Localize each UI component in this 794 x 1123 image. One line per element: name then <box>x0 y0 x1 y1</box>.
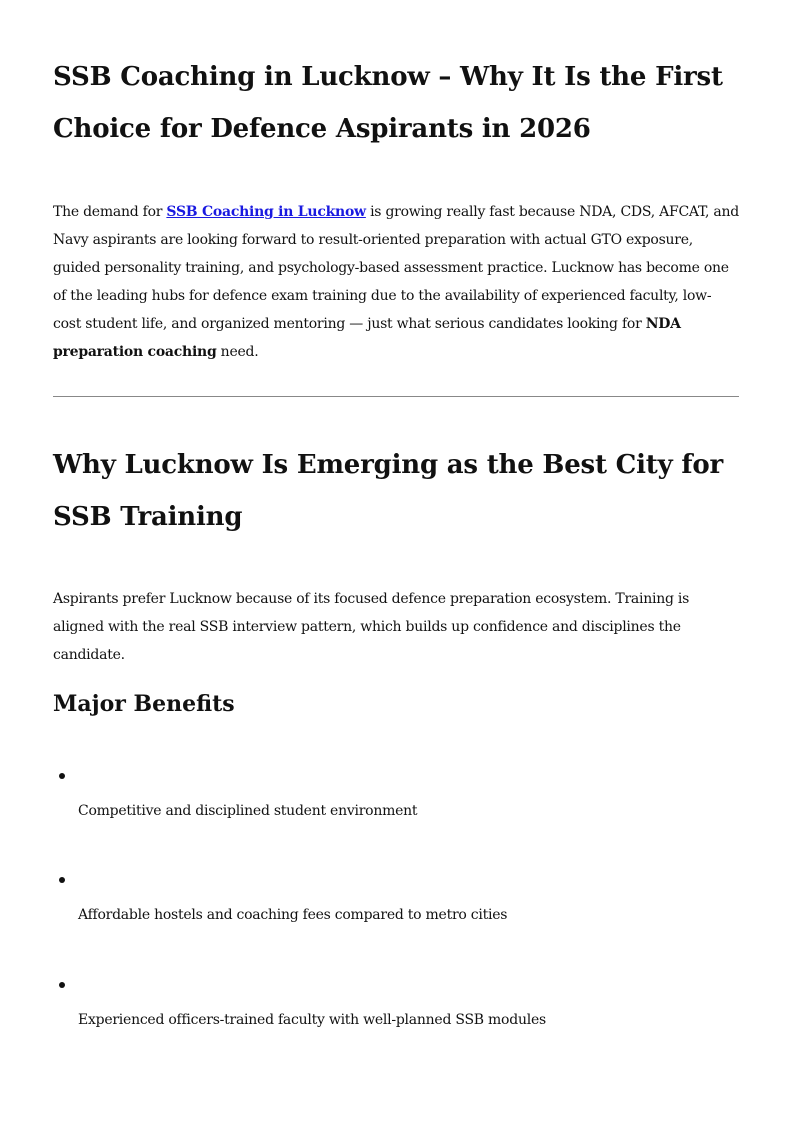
bullet-icon <box>59 982 65 988</box>
benefit-item <box>53 877 739 937</box>
intro-text-middle: is growing really fast because NDA, CDS, AFCAT, and Navy aspirants are looking forward to result-oriented preparation with actual GTO exposure, guided personality training, and psychology-based assessment practice. Lucknow has become one of the leading hubs for defence exam training due to the availability of experienced faculty, low-cost student life, and organized mentoring — just what serious candidates looking for <box>53 204 740 332</box>
intro-text-start: The demand for <box>53 204 167 220</box>
benefit-text: Competitive and disciplined student environment <box>78 803 418 819</box>
intro-paragraph <box>53 198 739 366</box>
benefit-item <box>53 982 739 1042</box>
nda-coaching-bold: NDA preparation coaching <box>53 316 681 360</box>
bullet-icon <box>59 773 65 779</box>
section-paragraph: Aspirants prefer Lucknow because of its focused defence preparation ecosystem. Training is aligned with the real SSB interview pattern, which builds up confidence and disciplines the candidate. <box>53 591 690 663</box>
benefit-item <box>53 773 739 833</box>
section-divider <box>53 396 739 397</box>
benefit-text: Affordable hostels and coaching fees compared to metro cities <box>78 907 508 923</box>
benefits-heading: Major Benefits <box>53 691 235 717</box>
benefit-text: Experienced officers-trained faculty with well-planned SSB modules <box>78 1012 546 1028</box>
intro-text-end: need. <box>216 344 259 360</box>
bullet-icon <box>59 877 65 883</box>
section-title: Why Lucknow Is Emerging as the Best City for SSB Training <box>53 450 724 532</box>
page-title: SSB Coaching in Lucknow – Why It Is the First Choice for Defence Aspirants in 2026 <box>53 62 723 144</box>
ssb-coaching-link[interactable]: SSB Coaching in Lucknow <box>166 204 366 220</box>
